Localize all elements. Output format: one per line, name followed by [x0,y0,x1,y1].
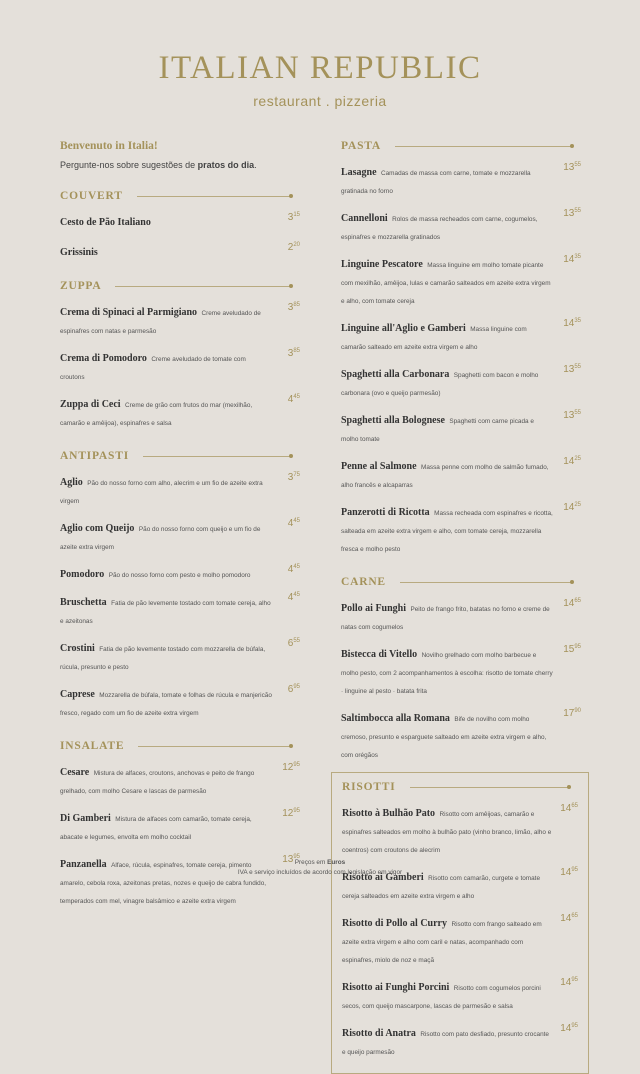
item-body [341,162,553,198]
item-name: Spaghetti alla Carbonara [341,369,450,380]
item-description: Risotto com frango salteado em azeite extra virgem e alho com caril e natas, acompanhado com espinafres, miolo de noz e maçã [342,921,542,964]
item-description: Peito de frango frito, batatas no forno e creme de natas com cogumelos [341,606,550,631]
price-cents: 55 [574,162,581,168]
section-title: COUVERT [60,190,123,202]
item-body [341,456,553,492]
right-sections [341,140,581,762]
item-description: Massa recheada com espinafres e ricotta, salteada em azeite extra virgem e alho, com tomate cereja, mozzarella fresca e molho pesto [341,510,553,553]
menu-item [342,977,578,1013]
menu-item [341,162,581,198]
item-body [60,212,272,230]
item-price [555,598,581,634]
item-name: Cesto de Pão Italiano [60,217,151,228]
item-price [555,364,581,400]
item-description: Massa linguine em molho tomate picante com mexilhão, amêijoa, lulas e camarão salteados em azeite extra virgem e alho, com tomate cereja [341,262,551,305]
item-name: Penne al Salmone [341,461,417,472]
risotti-box [331,772,589,1074]
price-cents: 95 [293,762,300,768]
item-description: Risotto com amêijoas, camarão e espinafres salteados em molho à bulhão pato (vinho branco, limão, alho e coentros) com croutons de alecrim [342,811,552,854]
item-description: Pão do nosso forno com alho, alecrim e um fio de azeite extra virgem [60,480,263,505]
item-price [555,502,581,556]
restaurant-name: ITALIAN REPUBLIC [158,50,482,86]
footer-currency [0,858,640,868]
item-description: Massa penne com molho de salmão fumado, alho francês e alcaparras [341,464,549,489]
item-name: Grissinis [60,247,98,258]
price-cents: 45 [293,394,300,400]
section-header [342,781,578,793]
item-description: Mistura de alfaces, croutons, anchovas e peito de frango grelhado, com molho Cesare e lascas de parmesão [60,770,255,795]
item-description: Bife de novilho com molho cremoso, presunto e esparguete salteado em azeite extra virgem e alho, com orégãos [341,716,547,759]
item-body [341,364,553,400]
item-body [60,564,272,582]
menu-item [60,638,300,674]
item-name: Pomodoro [60,569,105,580]
item-body [341,502,553,556]
item-price [274,808,300,844]
footer-currency-before: Preços em [294,859,328,866]
section-title: ANTIPASTI [60,450,129,462]
left-sections [60,190,300,908]
menu-item [341,318,581,354]
item-body [341,410,553,446]
item-price [555,410,581,446]
item-name: Risotto di Pollo al Curry [342,918,447,929]
item-body [342,977,552,1013]
item-description: Camadas de massa com carne, tomate e mozzarella gratinada no forno [341,170,531,195]
price-cents: 95 [571,867,578,873]
item-description: Mistura de alfaces com camarão, tomate cereja, abacate e legumes, envolta em molho cocktail [60,816,252,841]
item-description: Risotto com pato desfiado, presunto crocante e queijo parmesão [342,1031,549,1056]
menu-item [342,1023,578,1059]
item-price [274,592,300,628]
item-body [60,762,272,798]
item-price [274,212,300,230]
item-name: Pollo ai Funghi [341,603,407,614]
item-body [60,684,272,720]
item-body [341,598,553,634]
item-body [60,348,272,384]
price-cents: 95 [293,854,300,860]
item-name: Aglio com Queijo [60,523,135,534]
restaurant-tagline: restaurant . pizzeria [253,93,387,109]
price-euros: 15 [563,644,575,655]
section-divider [143,456,290,457]
section-divider [410,787,568,788]
item-price [552,1023,578,1059]
item-body [60,302,272,338]
price-euros: 12 [282,762,294,773]
menu-item [60,808,300,844]
price-euros: 17 [563,708,575,719]
price-euros: 14 [560,867,572,878]
item-price [555,644,581,698]
price-euros: 14 [563,456,575,467]
welcome-text-before: Pergunte-nos sobre sugestões de [60,160,198,170]
item-name: Linguine all'Aglio e Gamberi [341,323,466,334]
menu-section-couvert [60,190,300,260]
section-divider [137,196,290,197]
section-divider [138,746,290,747]
item-price [274,564,300,582]
menu-section-zuppa [60,280,300,430]
price-cents: 65 [571,803,578,809]
couvert-item [60,212,300,230]
item-description: Pão do nosso forno com pesto e molho pomodoro [108,572,251,579]
item-name: Risotto à Bulhão Pato [342,808,436,819]
item-price [274,684,300,720]
item-name: Di Gamberi [60,813,111,824]
item-price [555,456,581,492]
item-name: Risotto ai Funghi Porcini [342,982,450,993]
menu-item [341,502,581,556]
price-cents: 55 [574,364,581,370]
item-description: Creme de grão com frutos do mar (mexilhão, camarão e amêijoa), espinafres e salsa [60,402,253,427]
item-price [552,913,578,967]
welcome-text-after: . [254,160,257,170]
price-euros: 14 [560,977,572,988]
price-euros: 2 [287,242,294,253]
price-euros: 4 [287,592,294,603]
price-euros: 3 [287,472,294,483]
item-body [60,808,272,844]
item-name: Lasagne [341,167,377,178]
price-euros: 13 [563,208,575,219]
price-cents: 95 [571,977,578,983]
price-euros: 14 [563,254,575,265]
menu-item [341,364,581,400]
price-cents: 65 [571,913,578,919]
item-body [341,318,553,354]
price-euros: 14 [563,598,575,609]
item-body [341,708,553,762]
item-name: Crema di Spinaci al Parmigiano [60,307,198,318]
price-euros: 14 [560,1023,572,1034]
right-column [341,140,581,1074]
price-euros: 4 [287,518,294,529]
price-cents: 55 [293,638,300,644]
menu-item [60,684,300,720]
price-cents: 95 [571,1023,578,1029]
item-description: Spaghetti com carne picada e molho tomate [341,418,534,443]
menu-item [60,348,300,384]
menu-section-carne [341,576,581,762]
item-price [555,318,581,354]
section-header [60,280,300,292]
price-cents: 95 [574,644,581,650]
item-description: Pão do nosso forno com queijo e um fio de azeite extra virgem [60,526,261,551]
item-description: Creme aveludado de espinafres com natas e parmesão [60,310,261,335]
price-cents: 90 [574,708,581,714]
price-euros: 4 [287,394,294,405]
menu-item [60,518,300,554]
price-euros: 13 [563,162,575,173]
item-body [60,592,272,628]
item-body [60,242,272,260]
price-cents: 95 [293,808,300,814]
item-body [341,254,553,308]
item-name: Panzanella [60,859,107,870]
price-cents: 35 [574,254,581,260]
price-euros: 6 [287,638,294,649]
section-header [60,450,300,462]
item-body [342,803,552,857]
left-column [60,140,300,918]
footer-tax-note: IVA e serviço incluídos de acordo com legislação em vigor [237,869,403,877]
item-description: Risotto com camarão, curgete e tomate cereja salteados em azeite extra virgem e alho [342,875,540,900]
section-header [60,190,300,202]
section-header [60,740,300,752]
item-price [555,162,581,198]
price-cents: 85 [293,302,300,308]
menu-item [341,208,581,244]
menu-header [0,50,640,109]
price-euros: 6 [287,684,294,695]
menu-item [60,564,300,582]
item-price [274,518,300,554]
item-price [555,708,581,762]
item-description: Fatia de pão levemente tostado com mozzarella de búfala, rúcula, presunto e pesto [60,646,266,671]
price-cents: 25 [574,456,581,462]
section-title: INSALATE [60,740,125,752]
price-cents: 75 [293,472,300,478]
menu-item [60,592,300,628]
section-divider [115,286,290,287]
item-description: Fatia de pão levemente tostado com tomate cereja, alho e azeitonas [60,600,271,625]
item-description: Spaghetti com bacon e molho carbonara (ovo e queijo parmesão) [341,372,539,397]
price-cents: 35 [574,318,581,324]
item-price [555,208,581,244]
price-cents: 65 [574,598,581,604]
price-euros: 14 [563,502,575,513]
price-euros: 13 [282,854,294,865]
menu-item [60,762,300,798]
menu-footer [0,858,640,879]
item-price [552,803,578,857]
item-name: Panzerotti di Ricotta [341,507,430,518]
price-euros: 14 [560,913,572,924]
item-name: Cesare [60,767,90,778]
item-body [342,1023,552,1059]
item-price [555,254,581,308]
item-body [342,913,552,967]
price-euros: 3 [287,348,294,359]
menu-item [341,598,581,634]
item-name: Spaghetti alla Bolognese [341,415,445,426]
section-title: PASTA [341,140,381,152]
price-euros: 14 [560,803,572,814]
menu-item [342,803,578,857]
item-price [274,302,300,338]
menu-item [341,644,581,698]
welcome-text [60,160,300,170]
item-name: Aglio [60,477,83,488]
item-description: Alface, rúcula, espinafres, tomate cereja, pimento amarelo, cebola roxa, azeitonas pretas, nozes e queijo de cabra fundido, temperados com mel, vinagre balsâmico e azeite extra virgem [60,862,267,905]
item-description: Novilho grelhado com molho barbecue e molho pesto, com 2 acompanhamentos à escolha: risotto de tomate cherry · linguine al pesto · batata frita [341,652,553,695]
item-price [274,762,300,798]
menu-item [342,913,578,967]
item-name: Bistecca di Vitello [341,649,418,660]
item-body [60,518,272,554]
price-cents: 45 [293,592,300,598]
menu-item [341,410,581,446]
section-title: ZUPPA [60,280,102,292]
price-euros: 13 [563,364,575,375]
price-euros: 3 [287,212,294,223]
item-name: Risotto di Anatra [342,1028,416,1039]
menu-section-insalate [60,740,300,908]
item-description: Massa linguine com camarão salteado em azeite extra virgem e alho [341,326,527,351]
price-cents: 25 [574,502,581,508]
price-euros: 14 [563,318,575,329]
menu-item [60,302,300,338]
risotti-items [342,803,578,1059]
item-name: Bruschetta [60,597,107,608]
price-cents: 15 [293,212,300,218]
item-name: Zuppa di Ceci [60,399,121,410]
price-cents: 45 [293,564,300,570]
price-cents: 55 [574,410,581,416]
price-euros: 3 [287,302,294,313]
item-body [60,638,272,674]
section-header [341,576,581,588]
menu-item [60,394,300,430]
menu-item [341,708,581,762]
welcome-text-bold: pratos do dia [197,160,255,170]
item-body [341,644,553,698]
item-name: Crema di Pomodoro [60,353,147,364]
price-cents: 55 [574,208,581,214]
section-title: RISOTTI [342,781,396,793]
item-description: Mozzarella de búfala, tomate e folhas de rúcula e manjericão fresco, regado com um fio de azeite extra virgem [60,692,272,717]
item-price [274,348,300,384]
footer-currency-bold: Euros [327,859,346,866]
section-divider [400,582,571,583]
item-description: Creme aveludado de tomate com croutons [60,356,246,381]
item-price [274,242,300,260]
item-description: Risotto com cogumelos porcini secos, com queijo mascarpone, lascas de parmesão e salsa [342,985,541,1010]
price-euros: 12 [282,808,294,819]
section-header [341,140,581,152]
section-divider [395,146,571,147]
price-euros: 4 [287,564,294,575]
item-body [341,208,553,244]
menu-item [341,456,581,492]
item-name: Linguine Pescatore [341,259,423,270]
price-euros: 13 [563,410,575,421]
item-name: Crostini [60,643,95,654]
menu-section-antipasti [60,450,300,720]
welcome-title: Benvenuto in Italia! [60,140,158,152]
price-cents: 45 [293,518,300,524]
item-body [60,394,272,430]
item-name: Risotto ai Gamberi [342,872,424,883]
item-name: Saltimbocca alla Romana [341,713,450,724]
item-price [552,977,578,1013]
item-price [274,638,300,674]
item-price [274,472,300,508]
menu-item [60,472,300,508]
price-cents: 85 [293,348,300,354]
item-name: Cannelloni [341,213,388,224]
price-cents: 95 [293,684,300,690]
item-name: Caprese [60,689,95,700]
menu-item [341,254,581,308]
price-cents: 20 [293,242,300,248]
item-price [274,394,300,430]
section-title: CARNE [341,576,386,588]
item-description: Rolos de massa recheados com carne, cogumelos, espinafres e mozzarella gratinados [341,216,538,241]
menu-section-pasta [341,140,581,556]
couvert-item [60,242,300,260]
item-body [60,472,272,508]
